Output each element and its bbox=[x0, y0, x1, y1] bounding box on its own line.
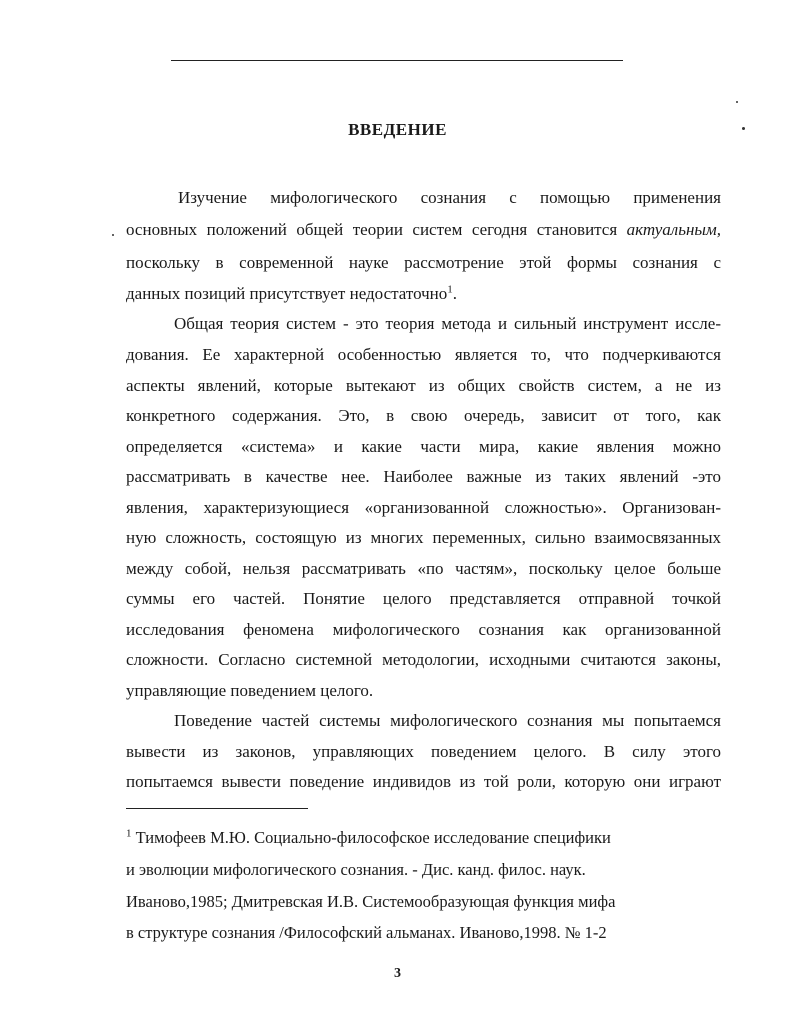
text-span: основных положений общей теории систем сегодня становится bbox=[126, 220, 627, 239]
text-line: вывести из законов, управляющих поведением целого. В силу этого bbox=[126, 742, 721, 761]
text-line: управляющие поведением целого. bbox=[126, 681, 374, 700]
top-divider bbox=[171, 60, 623, 61]
footnote-reference: 1 bbox=[447, 283, 453, 296]
footnote-marker: 1 bbox=[126, 827, 132, 840]
footnote-text: Тимофеев М.Ю. Социально-философское исследование специфики bbox=[135, 828, 611, 847]
text-line: определяется «система» и какие части мира, какие явления можно bbox=[126, 437, 721, 456]
text-line: рассматривать в качестве нее. Наиболее важные из таких явлений -это bbox=[126, 467, 721, 486]
text-line: сложности. Согласно системной методологии, исходными считаются законы, bbox=[126, 650, 721, 669]
footnote-divider bbox=[126, 808, 308, 809]
text-line bbox=[126, 284, 721, 304]
footnote-line: и эволюции мифологического сознания. - Дис. канд. филос. наук. bbox=[126, 860, 586, 879]
text-line: Изучение мифологического сознания с помощью применения bbox=[178, 188, 721, 207]
text-line bbox=[126, 220, 721, 240]
italic-emphasis: актуальным, bbox=[626, 220, 721, 239]
text-line: Поведение частей системы мифологического сознания мы попытаемся bbox=[174, 711, 721, 730]
scan-speck bbox=[736, 101, 738, 103]
footnote-line bbox=[126, 828, 611, 848]
scan-speck bbox=[112, 234, 114, 236]
scan-speck bbox=[742, 127, 745, 130]
text-line: Общая теория систем - это теория метода и сильный инструмент иссле- bbox=[174, 314, 721, 333]
page-title: ВВЕДЕНИЕ bbox=[348, 120, 447, 139]
text-line: конкретного содержания. Это, в свою очередь, зависит от того, как bbox=[126, 406, 721, 425]
text-line: ную сложность, состоящую из многих переменных, сильно взаимосвязанных bbox=[126, 528, 721, 547]
text-line: аспекты явлений, которые вытекают из общих свойств систем, а не из bbox=[126, 376, 721, 395]
footnote-line: Иваново,1985; Дмитревская И.В. Системообразующая функция мифа bbox=[126, 892, 616, 911]
text-line: поскольку в современной науке рассмотрение этой формы сознания с bbox=[126, 253, 721, 272]
page-number: 3 bbox=[394, 966, 401, 981]
text-line: дования. Ее характерной особенностью является то, что подчеркиваются bbox=[126, 345, 721, 364]
text-line: между собой, нельзя рассматривать «по частям», поскольку целое больше bbox=[126, 559, 721, 578]
text-line: исследования феномена мифологического сознания как организованной bbox=[126, 620, 721, 639]
text-line: попытаемся вывести поведение индивидов из той роли, которую они играют bbox=[126, 772, 721, 791]
text-line: явления, характеризующиеся «организованной сложностью». Организован- bbox=[126, 498, 721, 517]
text-span: данных позиций присутствует недостаточно bbox=[126, 284, 448, 303]
text-span: . bbox=[452, 284, 458, 303]
text-line: суммы его частей. Понятие целого представляется отправной точкой bbox=[126, 589, 721, 608]
footnote-line: в структуре сознания /Философский альманах. Иваново,1998. № 1-2 bbox=[126, 923, 607, 942]
